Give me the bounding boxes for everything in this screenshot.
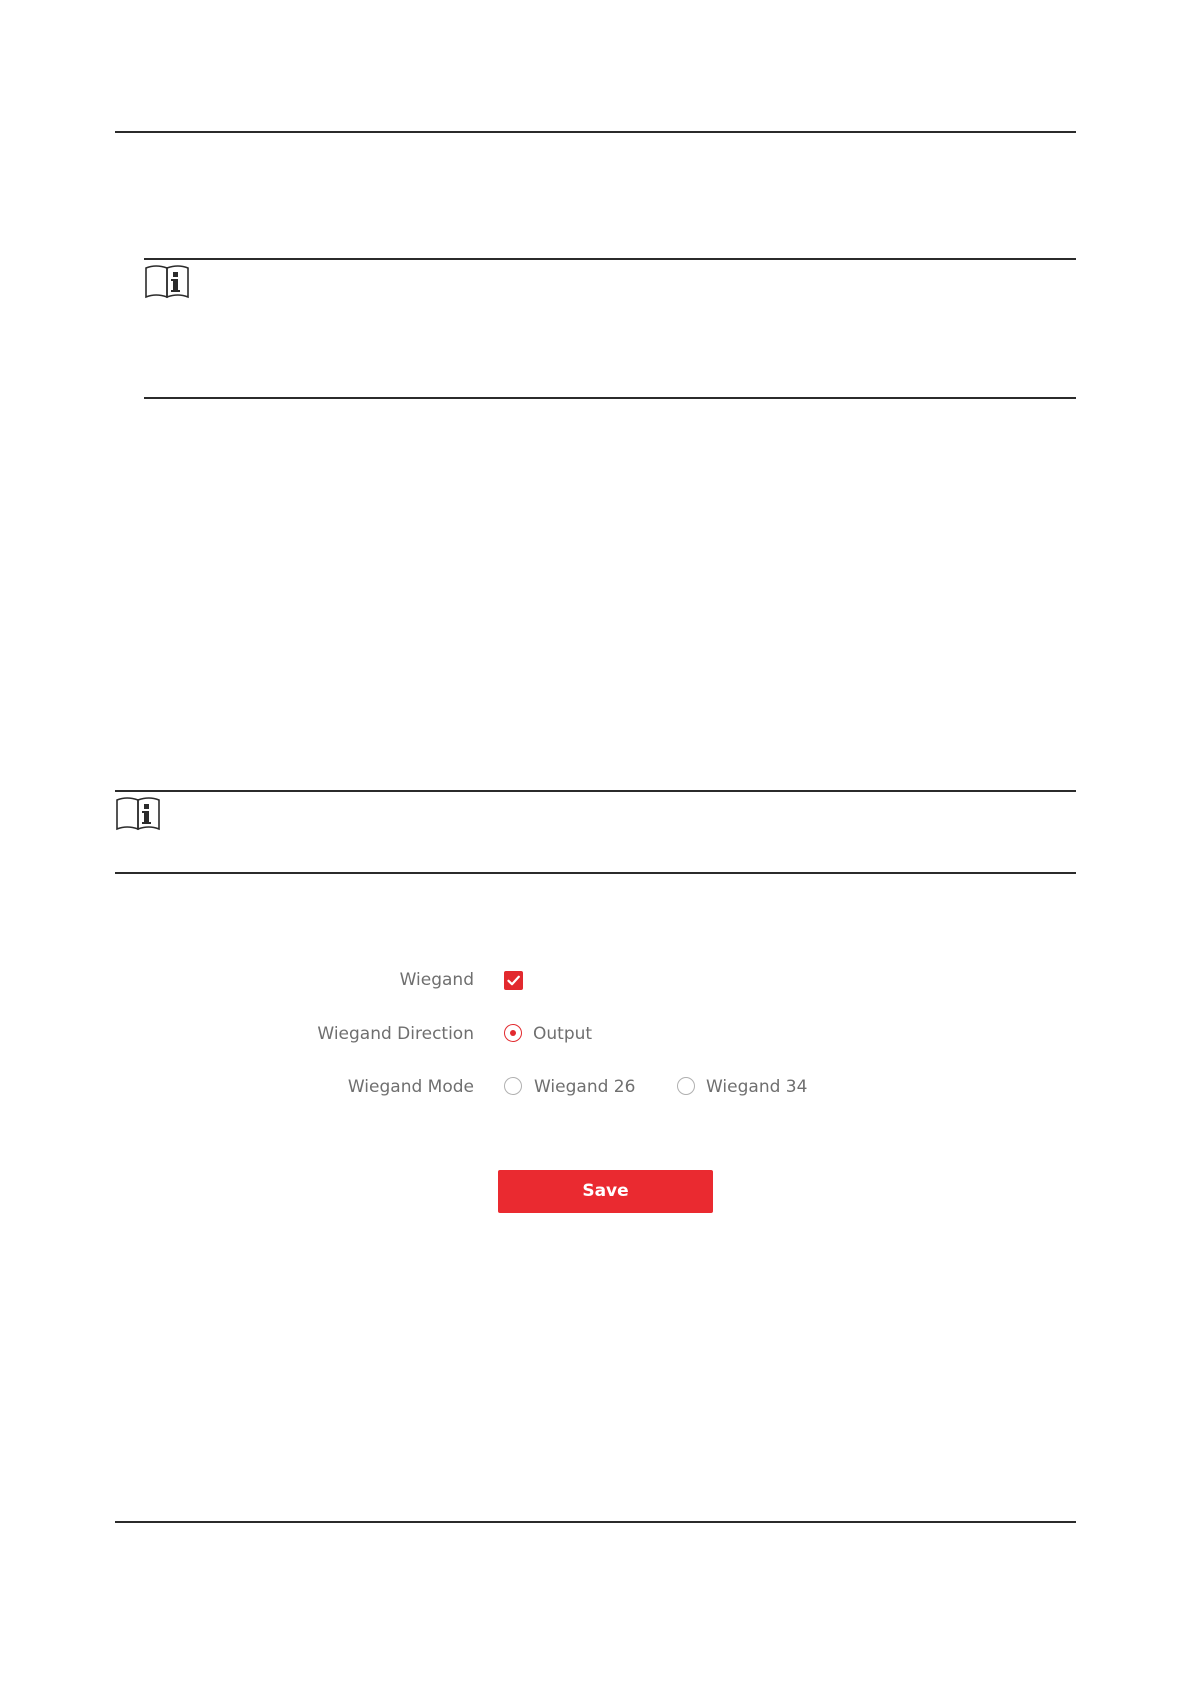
note-top-rule — [115, 790, 1076, 792]
mode-wiegand-34-radio[interactable] — [677, 1077, 695, 1095]
wiegand-mode-row — [300, 1072, 860, 1102]
wiegand-settings-form — [300, 960, 860, 1230]
wiegand-direction-row — [300, 1019, 860, 1049]
note-info-icon — [144, 264, 190, 300]
header-rule — [115, 131, 1076, 133]
wiegand-direction-label: Wiegand Direction — [317, 1024, 474, 1044]
mode-wiegand-26-label[interactable]: Wiegand 26 — [534, 1077, 636, 1097]
save-button[interactable]: Save — [498, 1170, 713, 1213]
wiegand-mode-label: Wiegand Mode — [347, 1077, 474, 1097]
mode-wiegand-26-radio[interactable] — [504, 1077, 522, 1095]
direction-output-radio[interactable] — [504, 1024, 522, 1042]
wiegand-label: Wiegand — [399, 970, 474, 990]
note-bottom-rule — [144, 397, 1076, 399]
checkmark-icon — [504, 971, 523, 990]
note-top-rule — [144, 258, 1076, 260]
mode-wiegand-34-label[interactable]: Wiegand 34 — [706, 1077, 808, 1097]
note-info-icon — [115, 796, 161, 832]
footer-rule — [115, 1521, 1076, 1523]
wiegand-checkbox[interactable] — [504, 971, 523, 990]
note-bottom-rule — [115, 872, 1076, 874]
direction-output-label[interactable]: Output — [533, 1024, 593, 1044]
wiegand-row — [300, 965, 860, 995]
